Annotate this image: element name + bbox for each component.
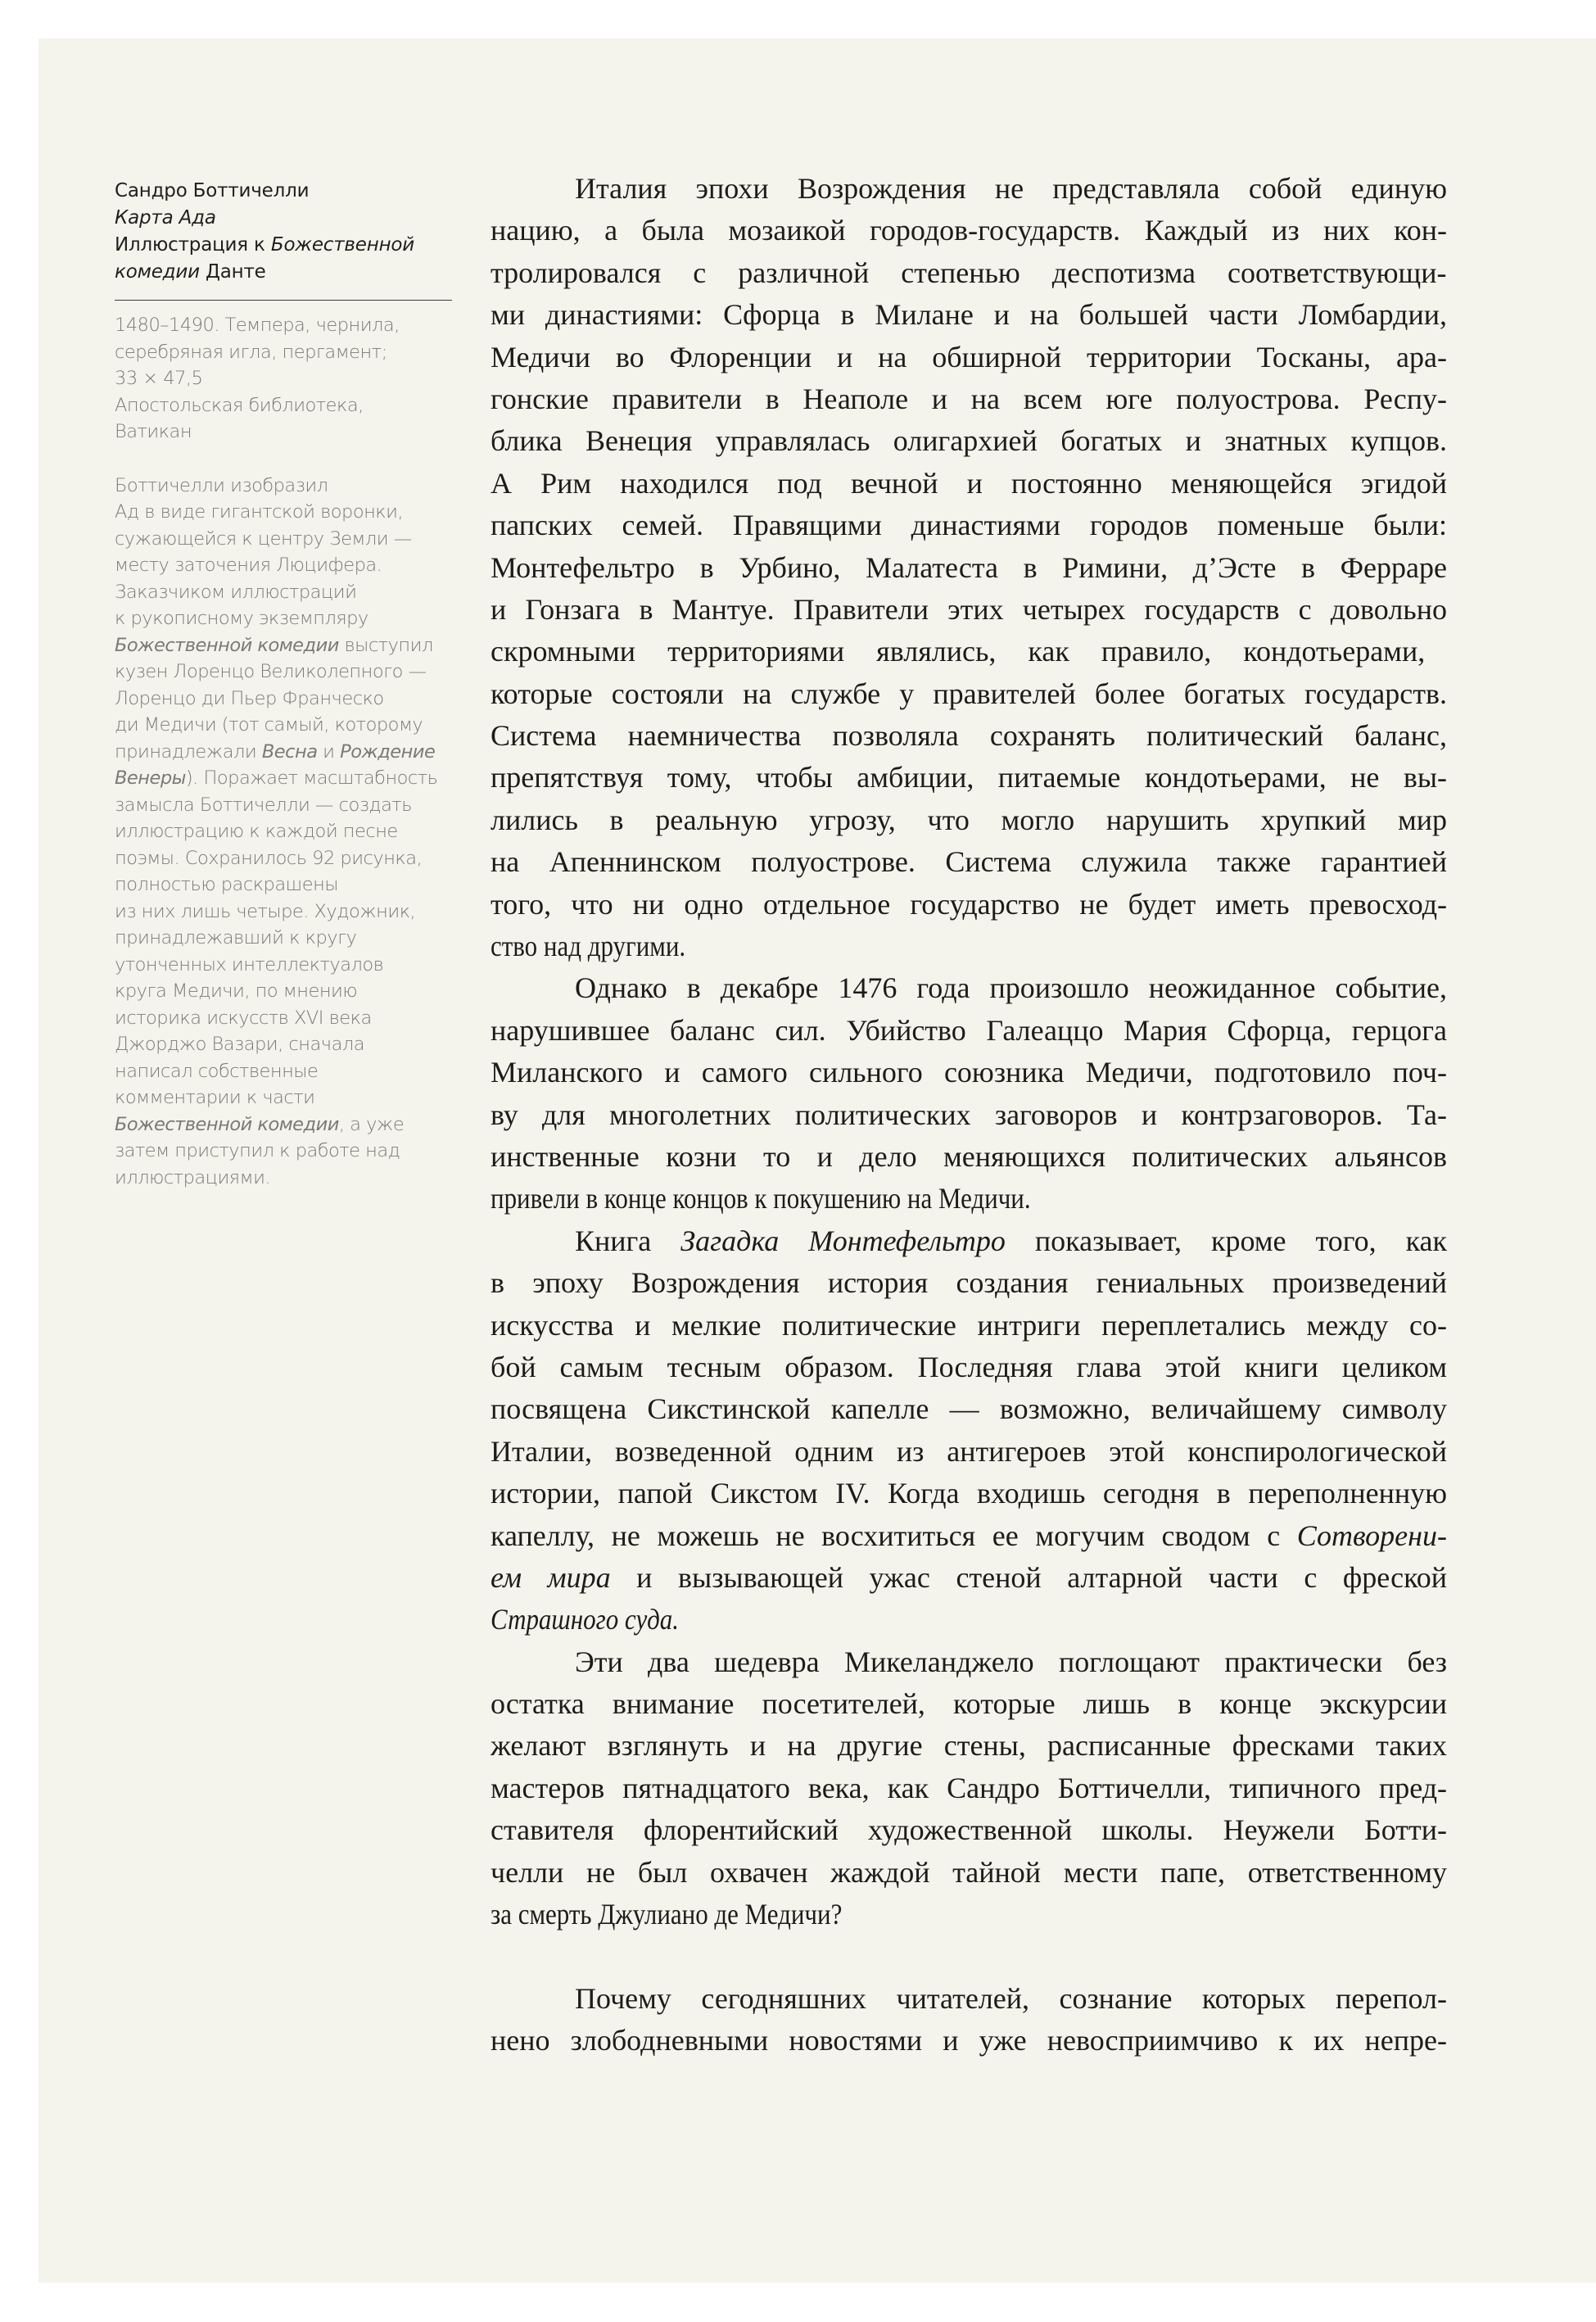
line-text	[491, 757, 1447, 799]
body-line	[491, 1052, 1447, 1093]
text-run: Миланского и самого сильного союзника Медичи, подготовило поч-	[491, 1056, 1447, 1089]
line-text	[491, 1052, 1447, 1093]
text-run: препятствуя тому, чтобы амбиции, питаемые кондотьерами, не вы-	[491, 761, 1447, 794]
body-line	[491, 547, 1447, 589]
description-line	[115, 818, 450, 845]
text-run: комментарии к части	[115, 1087, 315, 1108]
body-line	[491, 1725, 1447, 1767]
description-line	[115, 632, 450, 659]
body-line	[491, 884, 1447, 926]
body-line	[491, 1305, 1447, 1347]
line-text	[491, 2020, 1447, 2062]
line-text	[491, 1262, 1447, 1304]
caption-title-line	[115, 178, 450, 205]
line-text	[491, 799, 1447, 841]
description-line	[115, 925, 450, 952]
description-line	[115, 579, 450, 606]
text-run: Сандро Боттичелли	[115, 180, 310, 201]
description-line	[115, 978, 450, 1005]
body-paragraph	[491, 1641, 1447, 1936]
text-run: принадлежавший к кругу	[115, 927, 357, 948]
description-line	[115, 1111, 450, 1138]
text-run: искусства и мелкие политические интриги переплетались между со-	[491, 1308, 1447, 1342]
metadata-line: Ватикан	[115, 421, 192, 442]
text-run: Заказчиком иллюстраций	[115, 581, 357, 603]
body-line	[491, 1473, 1447, 1514]
body-line	[491, 294, 1447, 336]
line-text	[575, 1978, 1447, 2020]
body-line	[491, 1809, 1447, 1851]
body-line	[491, 1431, 1447, 1473]
line-text	[491, 505, 1447, 546]
line-text	[491, 1515, 1447, 1557]
text-run: ми династиями: Сфорца в Милане и на большей части Ломбардии,	[491, 298, 1447, 332]
body-line	[491, 1641, 1447, 1683]
line-text	[491, 1136, 1447, 1178]
text-run: челли не был охвачен жаждой тайной мести папе, ответственному	[491, 1855, 1447, 1889]
text-run: иллюстрациями.	[115, 1166, 271, 1188]
text-run: Данте	[199, 261, 266, 283]
body-line	[491, 1178, 1447, 1220]
body-line	[491, 715, 1447, 757]
line-text	[491, 252, 1447, 294]
text-run: Медичи во Флоренции и на обширной территории Тосканы, ара-	[491, 340, 1447, 373]
caption-title-line	[115, 232, 450, 259]
body-paragraph	[491, 967, 1447, 1220]
text-run: бой самым тесным образом. Последняя глава этой книги целиком	[491, 1350, 1447, 1383]
line-text	[491, 715, 1447, 757]
text-run: нацию, а была мозаикой городов-государств. Каждый из них кон-	[491, 214, 1447, 247]
text-run: поэмы. Сохранилось 92 рисунка,	[115, 847, 423, 869]
text-run: , а уже	[338, 1113, 405, 1135]
italic-text: Божественной комедии	[115, 634, 339, 656]
text-run: А Рим находился под вечной и постоянно меняющейся эгидой	[491, 466, 1447, 500]
body-line	[491, 967, 1447, 1009]
text-run: в эпоху Возрождения история создания гениальных произведений	[491, 1266, 1447, 1300]
text-run: ди Медичи (тот самый, которому	[115, 714, 423, 736]
body-line	[491, 1515, 1447, 1557]
body-line	[491, 2020, 1447, 2062]
line-text	[575, 967, 1447, 1009]
text-run: истории, папой Сикстом IV. Когда входишь сегодня в переполненную	[491, 1477, 1447, 1510]
text-run: блика Венеция управлялась олигархией богатых и знатных купцов.	[491, 424, 1447, 458]
text-run: ство над другими.	[491, 930, 686, 963]
italic-text: Божественной	[270, 234, 415, 256]
body-paragraph	[491, 1220, 1447, 1641]
body-line	[491, 757, 1447, 799]
book-page	[38, 38, 1596, 2283]
line-text	[491, 1599, 679, 1641]
body-paragraph	[491, 168, 1447, 967]
line-text	[491, 378, 1447, 420]
line-text	[491, 337, 1447, 378]
caption-title-line	[115, 205, 450, 232]
italic-text: Весна	[261, 740, 318, 763]
line-text	[491, 1557, 1447, 1599]
line-text	[491, 1094, 1447, 1136]
line-text	[491, 1768, 1447, 1809]
description-line	[115, 712, 450, 739]
line-text	[491, 1388, 1447, 1430]
text-run: сужающейся к центру Земли —	[115, 527, 412, 550]
description-line	[115, 1031, 450, 1058]
text-run: месту заточения Люцифера.	[115, 554, 382, 576]
text-run: Почему сегодняшних читателей, сознание которых перепол-	[575, 1981, 1447, 2015]
line-text	[491, 1347, 1447, 1388]
text-run: нено злободневными новостями и уже невосприимчиво к их непре-	[491, 2024, 1447, 2057]
line-text	[491, 463, 1447, 505]
line-text	[491, 884, 1447, 926]
line-text	[491, 673, 1447, 715]
line-text	[575, 1220, 1447, 1262]
text-run: папских семей. Правящими династиями городов поменьше были:	[491, 509, 1447, 542]
text-run: полностью раскрашены	[115, 874, 339, 895]
artwork-description	[115, 473, 450, 1192]
text-run: Лоренцо ди Пьер Франческо	[115, 687, 384, 709]
description-line	[115, 952, 450, 979]
text-run: посвящена Сикстинской капелле — возможно, величайшему символу	[491, 1392, 1447, 1426]
body-line	[491, 1262, 1447, 1304]
line-text	[491, 210, 1447, 251]
text-run: показывает, кроме того, как	[1005, 1224, 1447, 1257]
body-line	[491, 1768, 1447, 1809]
body-line	[491, 1852, 1447, 1894]
text-run: круга Медичи, по мнению	[115, 980, 358, 1002]
artwork-caption-sidebar	[115, 178, 450, 1191]
text-run: Италия эпохи Возрождения не представляла собой единую	[575, 172, 1447, 205]
line-text	[491, 841, 1447, 883]
body-line	[491, 463, 1447, 505]
body-line	[491, 1347, 1447, 1388]
main-body-text	[491, 168, 1447, 2062]
text-run: кузен Лоренцо Великолепного —	[115, 661, 427, 682]
body-line	[491, 1136, 1447, 1178]
line-text	[491, 1725, 1447, 1767]
body-line	[491, 168, 1447, 210]
body-line	[491, 337, 1447, 378]
text-run: нарушившее баланс сил. Убийство Галеаццо Мария Сфорца, герцога	[491, 1013, 1447, 1047]
text-run: утонченных интеллектуалов	[115, 953, 384, 975]
italic-text: ем мира	[491, 1560, 611, 1594]
text-run: на Апеннинском полуострове. Система служила также гарантией	[491, 845, 1447, 879]
text-run: и вызывающей ужас стеной алтарной части с фреской	[610, 1560, 1448, 1594]
text-run: иллюстрацию к каждой песне	[115, 821, 398, 842]
body-line	[491, 841, 1447, 883]
text-run: Система наемничества позволяла сохранять политический баланс,	[491, 719, 1447, 753]
description-line	[115, 845, 450, 872]
text-run: Ад в виде гигантской воронки,	[115, 501, 404, 523]
description-line	[115, 898, 450, 926]
italic-text: Загадка Монтефельтро	[680, 1224, 1006, 1257]
line-text	[491, 1894, 842, 1935]
text-run: ставителя флорентийский художественной школы. Неужели Ботти-	[491, 1813, 1447, 1847]
text-run: остатка внимание посетителей, которые лишь в конце экскурсии	[491, 1687, 1447, 1721]
text-run: Италии, возведенной одним из антигероев этой конспирологической	[491, 1434, 1447, 1468]
text-run: привели в конце концов к покушению на Медичи.	[491, 1182, 1031, 1215]
description-line	[115, 765, 450, 792]
line-text	[491, 1809, 1447, 1851]
italic-text: Божественной комедии	[115, 1113, 339, 1135]
body-paragraph	[491, 1978, 1447, 2062]
body-line	[491, 505, 1447, 546]
italic-text: Рождение	[340, 740, 436, 763]
line-text	[491, 926, 685, 967]
italic-text: Венеры	[115, 767, 186, 789]
body-line	[491, 1388, 1447, 1430]
line-text	[491, 1178, 1031, 1220]
body-line	[491, 252, 1447, 294]
line-text	[491, 631, 1425, 672]
metadata-line: серебряная игла, пергамент;	[115, 341, 387, 363]
text-run: Иллюстрация к	[115, 234, 271, 256]
description-line	[115, 686, 450, 713]
line-text	[491, 1010, 1447, 1052]
italic-text: Страшного суда.	[491, 1603, 679, 1636]
metadata-line: 33 × 47,5	[115, 368, 203, 389]
text-run: Книга	[575, 1224, 681, 1257]
body-line	[491, 378, 1447, 420]
description-line	[115, 1138, 450, 1165]
metadata-line: 1480–1490. Темпера, чернила,	[115, 315, 400, 336]
artwork-caption-title	[115, 178, 450, 286]
text-run: того, что ни одно отдельное государство не будет иметь превосход-	[491, 887, 1447, 921]
text-run: выступил	[338, 634, 433, 656]
description-line	[115, 473, 450, 500]
body-line	[491, 1010, 1447, 1052]
text-run: ). Поражает масштабность	[185, 767, 438, 789]
line-text	[491, 1305, 1447, 1347]
text-run: инственные козни то и дело меняющихся политических альянсов	[491, 1139, 1447, 1173]
line-text	[575, 1641, 1447, 1683]
metadata-line: Апостольская библиотека,	[115, 394, 364, 416]
description-line	[115, 659, 450, 686]
body-line	[491, 1599, 1447, 1641]
description-line	[115, 871, 450, 898]
description-line	[115, 552, 450, 579]
text-run: и	[317, 740, 341, 763]
text-run: желают взглянуть и на другие стены, расписанные фресками таких	[491, 1729, 1447, 1763]
caption-divider	[115, 300, 452, 301]
italic-text: Сотворени-	[1296, 1519, 1447, 1552]
body-line	[491, 1894, 1447, 1935]
line-text	[491, 547, 1447, 589]
body-line	[491, 589, 1447, 631]
text-run: скромными территориями являлись, как правило, кондотьерами,	[491, 635, 1426, 668]
text-run: Монтефельтро в Урбино, Малатеста в Римини, д’Эсте в Ферраре	[491, 550, 1447, 584]
text-run: Джорджо Вазари, сначала	[115, 1034, 365, 1055]
caption-title-line	[115, 259, 450, 286]
text-run: тролировался с различной степенью деспотизма соответствующи-	[491, 256, 1447, 289]
line-text	[491, 589, 1447, 631]
paragraph-gap	[491, 1935, 1447, 1977]
body-line	[491, 926, 1447, 967]
body-line	[491, 673, 1447, 715]
text-run: принадлежали	[115, 740, 262, 763]
description-line	[115, 1058, 450, 1085]
description-line	[115, 1084, 450, 1111]
italic-text: комедии	[115, 261, 200, 283]
description-line	[115, 792, 450, 819]
description-line	[115, 526, 450, 553]
body-line	[491, 1683, 1447, 1725]
line-text	[491, 1473, 1447, 1514]
line-text	[491, 1852, 1447, 1894]
text-run: и Гонзага в Мантуе. Правители этих четырех государств с довольно	[491, 592, 1447, 626]
body-line	[491, 1220, 1447, 1262]
text-run: капеллу, не можешь не восхититься ее могучим сводом с	[491, 1519, 1297, 1552]
text-run: которые состояли на службе у правителей более богатых государств.	[491, 677, 1447, 710]
description-line	[115, 1165, 450, 1192]
text-run: из них лишь четыре. Художник,	[115, 900, 416, 922]
text-run: написал собственные	[115, 1060, 319, 1082]
line-text	[491, 1431, 1447, 1473]
text-run: ву для многолетних политических заговоров и контрзаговоров. Та-	[491, 1098, 1447, 1131]
text-run: Однако в декабре 1476 года произошло неожиданное событие,	[575, 971, 1447, 1005]
body-line	[491, 799, 1447, 841]
text-run: за смерть Джулиано де Медичи?	[491, 1898, 843, 1931]
italic-text: Карта Ада	[115, 207, 216, 229]
text-run: к рукописному экземпляру	[115, 608, 368, 629]
body-line	[491, 1978, 1447, 2020]
description-line	[115, 739, 450, 766]
body-line	[491, 1557, 1447, 1599]
text-run: Боттичелли изобразил	[115, 474, 328, 496]
text-run: гонские правители в Неаполе и на всем юге полуострова. Респу-	[491, 382, 1447, 415]
text-run: мастеров пятнадцатого века, как Сандро Боттичелли, типичного пред-	[491, 1771, 1447, 1804]
line-text	[491, 420, 1447, 462]
line-text	[575, 168, 1447, 210]
text-run: историка искусств XVI века	[115, 1007, 372, 1029]
body-line	[491, 1094, 1447, 1136]
line-text	[491, 294, 1447, 336]
line-text	[491, 1683, 1447, 1725]
body-line	[491, 420, 1447, 462]
text-run: замысла Боттичелли — создать	[115, 794, 413, 816]
text-run: Эти два шедевра Микеланджело поглощают практически без	[575, 1645, 1447, 1678]
description-line	[115, 605, 450, 632]
description-line	[115, 499, 450, 526]
artwork-metadata	[115, 312, 450, 446]
text-run: лились в реальную угрозу, что могло нарушить хрупкий мир	[491, 803, 1447, 836]
body-line	[491, 631, 1447, 672]
description-line	[115, 1005, 450, 1032]
text-run: затем приступил к работе над	[115, 1140, 400, 1161]
body-line	[491, 210, 1447, 251]
